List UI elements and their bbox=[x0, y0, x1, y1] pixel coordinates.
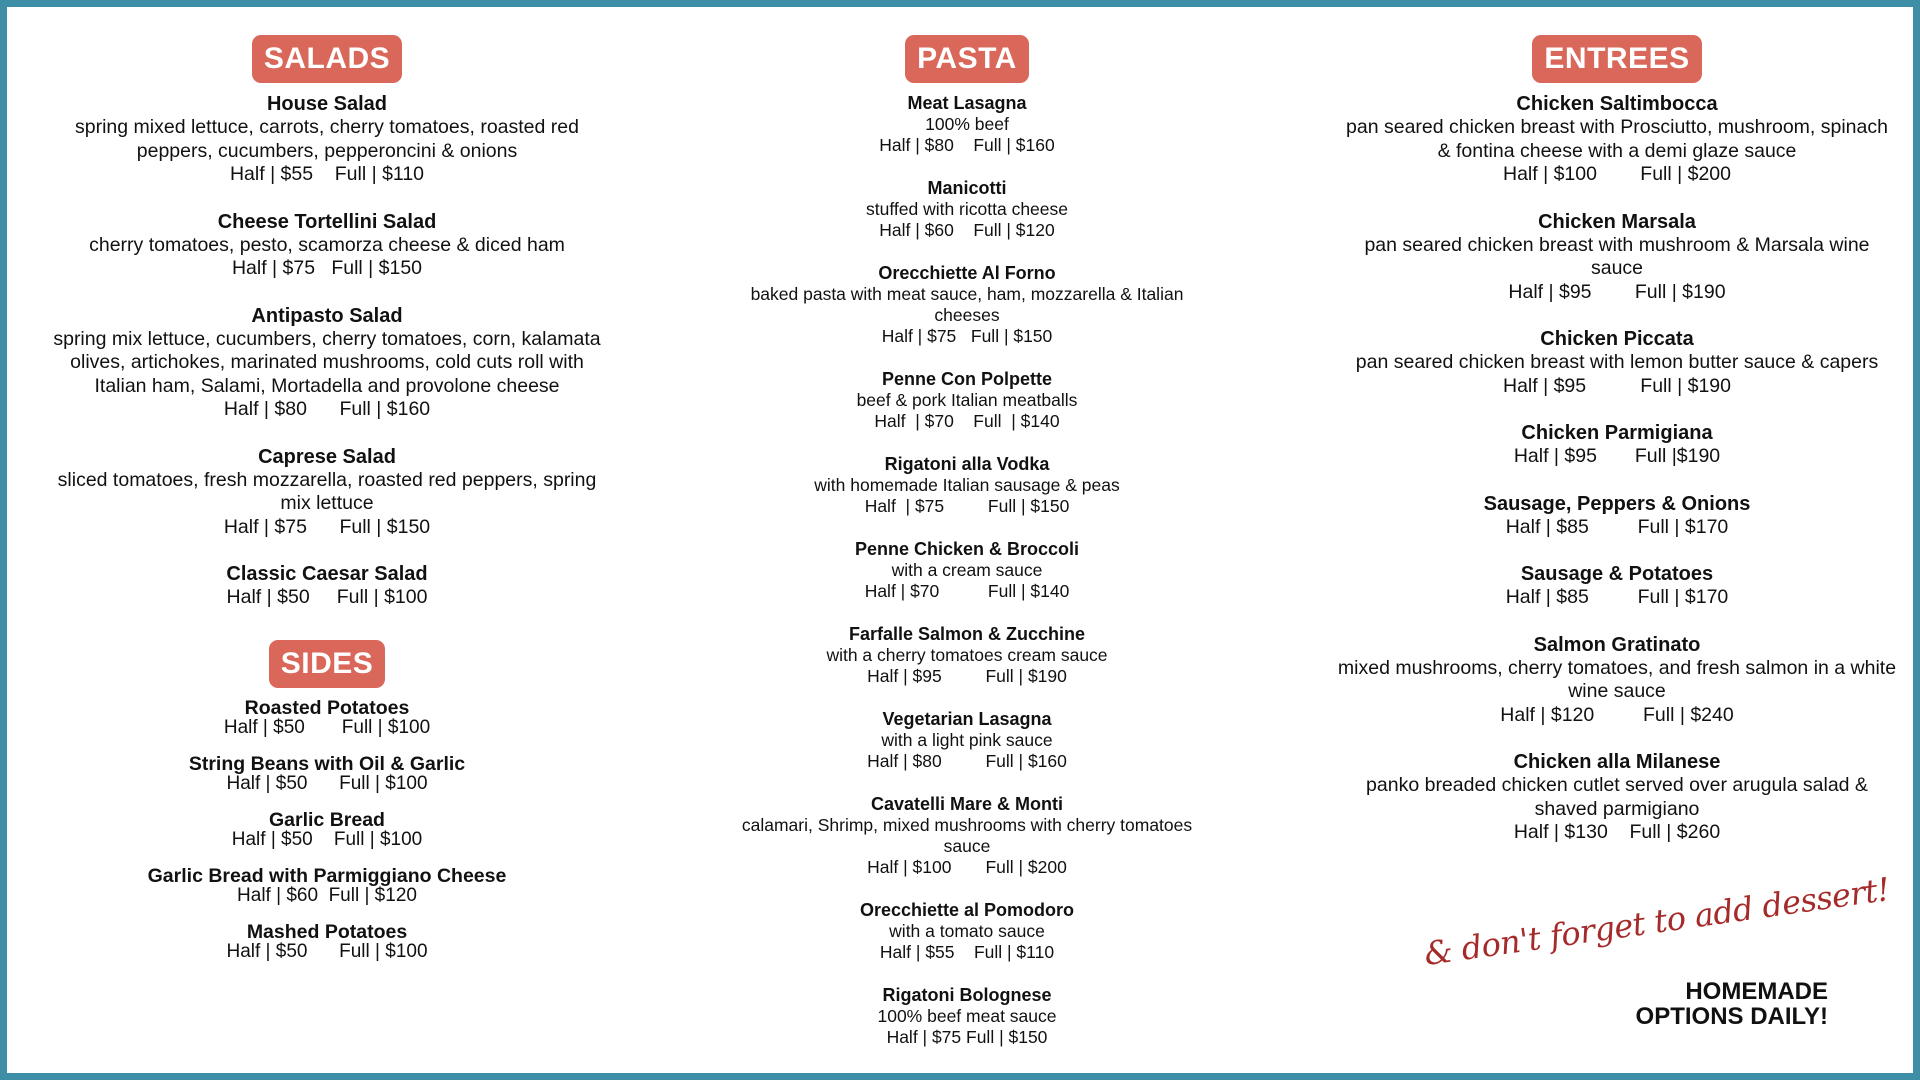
menu-item-description: panko breaded chicken cutlet served over arugula salad & shaved parmigiano bbox=[1366, 774, 1868, 820]
menu-item-price: Half | $60 Full | $120 bbox=[879, 220, 1055, 240]
menu-item-name: Cavatelli Mare & Monti bbox=[870, 794, 1064, 814]
menu-item-name: Roasted Potatoes bbox=[244, 696, 410, 719]
menu-item-price: Half | $75 Full | $150 bbox=[881, 326, 1053, 346]
menu-item-name: Meat Lasagna bbox=[907, 93, 1027, 113]
menu-item-name: Sausage, Peppers & Onions bbox=[1483, 492, 1751, 515]
homemade-line1: HOMEMADE bbox=[1685, 978, 1828, 1005]
menu-item-name: Orecchiette Al Forno bbox=[878, 263, 1056, 283]
menu-item-name: Sausage & Potatoes bbox=[1520, 563, 1714, 585]
right-column bbox=[1337, 35, 1897, 869]
menu-item bbox=[47, 93, 607, 187]
middle-column bbox=[717, 35, 1217, 1070]
menu-item bbox=[47, 754, 607, 794]
menu-item bbox=[717, 454, 1217, 517]
menu-item-description: pan seared chicken breast with lemon butter sauce & capers bbox=[1355, 351, 1879, 373]
menu-item-description: cherry tomatoes, pesto, scamorza cheese & diced ham bbox=[89, 233, 565, 256]
menu-item-description: 100% beef meat sauce bbox=[877, 1006, 1057, 1026]
menu-item-name: Caprese Salad bbox=[258, 445, 396, 468]
menu-item-name: Salmon Gratinato bbox=[1533, 633, 1701, 656]
menu-item-price: Half | $50 Full | $100 bbox=[226, 772, 428, 794]
menu-item-price: Half | $50 Full | $100 bbox=[223, 716, 431, 738]
salads-heading: SALADS bbox=[252, 35, 402, 83]
menu-item-name: Garlic Bread with Parmiggiano Cheese bbox=[147, 864, 507, 887]
menu-item-price: Half | $95 Full | $190 bbox=[1503, 374, 1731, 397]
left-column bbox=[47, 35, 607, 978]
menu-item-description: with homemade Italian sausage & peas bbox=[814, 475, 1120, 495]
pasta-list bbox=[717, 93, 1217, 1070]
menu-item-description: beef & pork Italian meatballs bbox=[856, 390, 1078, 410]
menu-item-description: calamari, Shrimp, mixed mushrooms with cherry tomatoes sauce bbox=[741, 815, 1193, 856]
menu-item-description: pan seared chicken breast with Prosciutto, mushroom, spinach & fontina cheese with a demi glaze sauce bbox=[1346, 116, 1888, 162]
menu-item-name: Vegetarian Lasagna bbox=[882, 709, 1052, 729]
salads-list bbox=[47, 93, 607, 634]
menu-item-price: Half | $130 Full | $260 bbox=[1513, 821, 1721, 843]
menu-item-name: Manicotti bbox=[927, 178, 1007, 198]
menu-item-name: House Salad bbox=[266, 93, 388, 115]
menu-item-name: Chicken Piccata bbox=[1540, 328, 1694, 350]
menu-item-price: Half | $50 Full | $100 bbox=[231, 828, 423, 850]
menu-item-description: with a light pink sauce bbox=[881, 730, 1053, 750]
menu-item bbox=[717, 900, 1217, 963]
menu-item bbox=[47, 810, 607, 850]
menu-item-description: stuffed with ricotta cheese bbox=[865, 199, 1068, 219]
menu-item-name: Chicken alla Milanese bbox=[1513, 751, 1721, 773]
menu-item-price: Half | $85 Full | $170 bbox=[1505, 515, 1729, 538]
menu-item-price: Half | $70 Full | $140 bbox=[874, 411, 1060, 431]
menu-item-price: Half | $55 Full | $110 bbox=[229, 163, 425, 185]
menu-item-description: with a cherry tomatoes cream sauce bbox=[826, 645, 1108, 665]
menu-item bbox=[717, 178, 1217, 241]
menu-item-name: Chicken Parmigiana bbox=[1521, 422, 1713, 444]
menu-item-price: Half | $95 Full |$190 bbox=[1513, 445, 1721, 467]
menu-item-price: Half | $80 Full | $160 bbox=[867, 751, 1067, 771]
menu-item-description: 100% beef bbox=[925, 114, 1009, 134]
menu-item bbox=[47, 305, 607, 422]
menu-item bbox=[1337, 751, 1897, 845]
menu-item-price: Half | $75 Full | $150 bbox=[886, 1027, 1048, 1047]
menu-item bbox=[1337, 211, 1897, 305]
menu-item bbox=[47, 922, 607, 962]
menu-item bbox=[717, 263, 1217, 347]
pasta-heading: PASTA bbox=[905, 35, 1029, 83]
dessert-note: & don't forget to add dessert! bbox=[1421, 870, 1892, 973]
menu-item bbox=[47, 866, 607, 906]
menu-item-description: with a cream sauce bbox=[891, 560, 1043, 580]
menu-item-price: Half | $50 Full | $100 bbox=[226, 586, 428, 608]
menu-item bbox=[47, 211, 607, 281]
menu-item-price: Half | $80 Full | $160 bbox=[879, 135, 1055, 155]
menu-item-name: Penne Chicken & Broccoli bbox=[854, 539, 1080, 559]
sides-heading: SIDES bbox=[269, 640, 386, 688]
homemade-line2: OPTIONS DAILY! bbox=[1635, 1003, 1828, 1030]
menu-item-description: mixed mushrooms, cherry tomatoes, and fresh salmon in a white wine sauce bbox=[1337, 656, 1897, 702]
homemade-note bbox=[1636, 979, 1828, 1029]
menu-item-price: Half | $60 Full | $120 bbox=[237, 884, 417, 906]
menu-item bbox=[717, 369, 1217, 432]
menu-item bbox=[1337, 493, 1897, 540]
menu-item bbox=[717, 93, 1217, 156]
menu-item-name: Mashed Potatoes bbox=[246, 920, 408, 943]
menu-item bbox=[717, 794, 1217, 878]
menu-item-description: spring mix lettuce, cucumbers, cherry tomatoes, corn, kalamata olives, artichokes, marinated mushrooms, cold cuts roll with Italian ham, Salami, Mortadella and provolone cheese bbox=[53, 327, 601, 397]
menu-item bbox=[717, 985, 1217, 1048]
menu-item-price: Half | $80 Full | $160 bbox=[223, 398, 431, 420]
menu-item-price: Half | $55 Full | $110 bbox=[879, 942, 1055, 962]
menu-item-price: Half | $75 Full | $150 bbox=[223, 515, 431, 538]
menu-item-description: baked pasta with meat sauce, ham, mozzarella & Italian cheeses bbox=[750, 284, 1184, 325]
menu-item bbox=[1337, 328, 1897, 398]
menu-item bbox=[717, 539, 1217, 602]
menu-item-name: Antipasto Salad bbox=[251, 304, 403, 327]
menu-item-price: Half | $50 Full | $100 bbox=[226, 940, 428, 962]
menu-item-name: Rigatoni alla Vodka bbox=[884, 454, 1050, 474]
menu-item-name: Farfalle Salmon & Zucchine bbox=[848, 624, 1086, 644]
menu-item bbox=[717, 709, 1217, 772]
menu-item-name: Cheese Tortellini Salad bbox=[217, 210, 437, 233]
menu-item bbox=[47, 698, 607, 738]
menu-item bbox=[1337, 93, 1897, 187]
menu-item-price: Half | $100 Full | $200 bbox=[1502, 163, 1731, 185]
menu-item-name: Classic Caesar Salad bbox=[226, 563, 428, 585]
menu-item bbox=[1337, 563, 1897, 610]
menu-item-price: Half | $120 Full | $240 bbox=[1500, 703, 1734, 726]
menu-item-price: Half | $70 Full | $140 bbox=[864, 581, 1070, 601]
sides-list bbox=[47, 698, 607, 978]
menu-item-description: pan seared chicken breast with mushroom & Marsala wine sauce bbox=[1364, 233, 1870, 279]
menu-item bbox=[1337, 422, 1897, 469]
menu-item bbox=[717, 624, 1217, 687]
menu-item bbox=[47, 563, 607, 610]
menu-item-name: Chicken Saltimbocca bbox=[1516, 93, 1718, 115]
menu-item-name: Penne Con Polpette bbox=[881, 369, 1052, 389]
menu-item-description: sliced tomatoes, fresh mozzarella, roasted red peppers, spring mix lettuce bbox=[57, 468, 597, 514]
menu-item-name: Garlic Bread bbox=[269, 808, 385, 831]
menu-item-price: Half | $95 Full | $190 bbox=[1508, 280, 1726, 303]
menu-item-description: with a tomato sauce bbox=[889, 921, 1045, 941]
menu-item-price: Half | $85 Full | $170 bbox=[1505, 586, 1729, 608]
menu-item-name: Rigatoni Bolognese bbox=[882, 985, 1052, 1005]
entrees-heading: ENTREES bbox=[1532, 35, 1701, 83]
entrees-list bbox=[1337, 93, 1897, 869]
sides-section bbox=[47, 640, 607, 978]
menu-item bbox=[47, 446, 607, 540]
menu-item-price: Half | $95 Full | $190 bbox=[867, 666, 1067, 686]
menu-item-price: Half | $75 Full | $150 bbox=[231, 257, 423, 279]
menu-item bbox=[1337, 634, 1897, 728]
menu-item-name: Chicken Marsala bbox=[1538, 210, 1696, 233]
menu-item-price: Half | $75 Full | $150 bbox=[864, 496, 1070, 516]
menu-item-name: Orecchiette al Pomodoro bbox=[859, 900, 1075, 920]
menu-item-price: Half | $100 Full | $200 bbox=[867, 857, 1067, 877]
menu-item-description: spring mixed lettuce, carrots, cherry tomatoes, roasted red peppers, cucumbers, pepperoncini & onions bbox=[75, 116, 579, 162]
menu-item-name: String Beans with Oil & Garlic bbox=[188, 752, 466, 775]
